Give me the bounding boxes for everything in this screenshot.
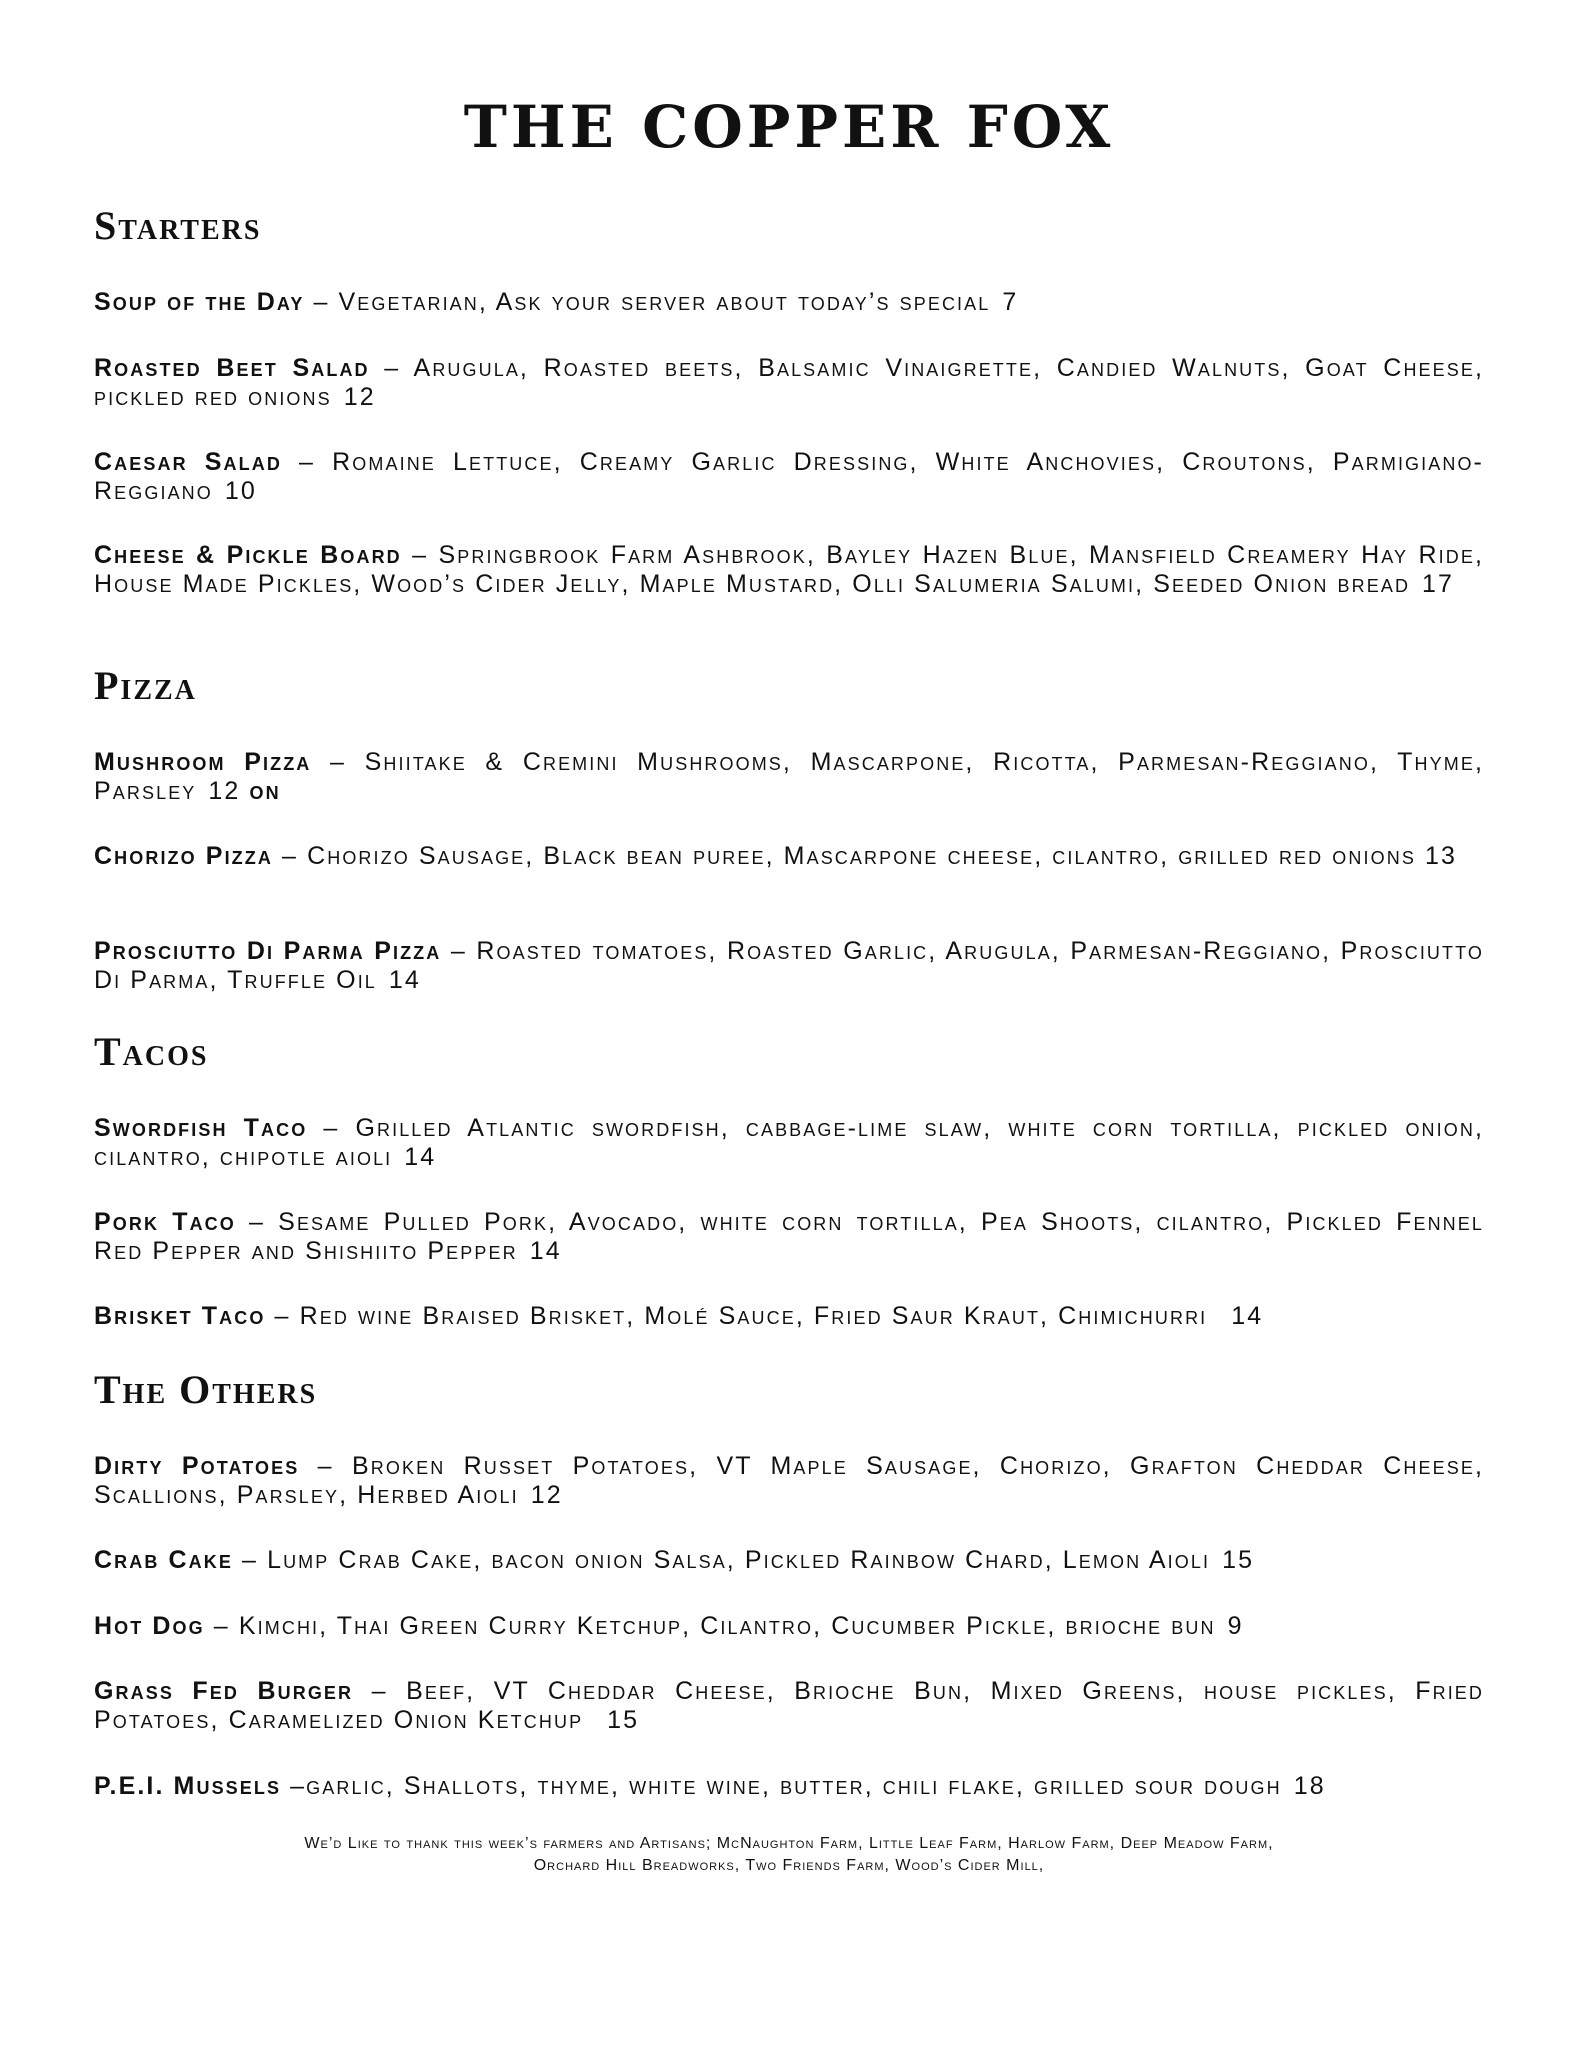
item-separator: –: [232, 1546, 268, 1574]
menu-item: [94, 288, 1484, 317]
menu-item: [94, 1208, 1484, 1266]
section-heading-starters: Starters: [94, 203, 262, 248]
item-separator: –: [307, 1114, 356, 1142]
item-price: 15: [1222, 1546, 1255, 1574]
farmers-thanks-footer: [94, 1833, 1484, 1877]
menu-item: [94, 1677, 1484, 1735]
item-price: 14: [404, 1143, 437, 1171]
item-description: Sesame Pulled Pork, Avocado, white corn tortilla, Pea Shoots, cilantro, Pickled Fennel Red Pepper and Shishiito Pepper: [94, 1208, 1484, 1265]
item-price: 17: [1422, 570, 1455, 598]
item-description: Springbrook Farm Ashbrook, Bayley Hazen Blue, Mansfield Creamery Hay Ride, House Made Pickles, Wood’s Cider Jelly, Maple Mustard, Olli Salumeria Salumi, Seeded Onion bread: [94, 541, 1484, 598]
item-separator: –: [281, 1772, 307, 1800]
menu-item: [94, 1114, 1484, 1172]
item-name: Caesar Salad: [94, 448, 282, 476]
restaurant-title: THE COPPER FOX: [463, 93, 1115, 161]
item-description: Red wine Braised Brisket, Molé Sauce, Fried Saur Kraut, Chimichurri: [299, 1302, 1208, 1330]
item-description: Beef, VT Cheddar Cheese, Brioche Bun, Mixed Greens, house pickles, Fried Potatoes, Caramelized Onion Ketchup: [94, 1677, 1484, 1734]
item-name: Swordfish Taco: [94, 1114, 308, 1142]
item-name: Dirty Potatoes: [94, 1452, 300, 1480]
item-name: Pork Taco: [94, 1208, 236, 1236]
item-name: Hot Dog: [94, 1612, 205, 1640]
item-name: Cheese & Pickle Board: [94, 541, 402, 569]
item-description: Romaine Lettuce, Creamy Garlic Dressing, White Anchovies, Croutons, Parmigiano-Reggiano: [94, 448, 1484, 505]
item-description: Kimchi, Thai Green Curry Ketchup, Cilantro, Cucumber Pickle, brioche bun: [238, 1612, 1216, 1640]
item-price: 12: [343, 383, 376, 411]
item-description: Shiitake & Cremini Mushrooms, Mascarpone, Ricotta, Parmesan-Reggiano, Thyme, Parsley: [94, 748, 1484, 805]
item-separator: –: [281, 448, 333, 476]
item-price-note: on: [249, 777, 281, 805]
footer-line-2: Orchard Hill Breadworks, Two Friends Farm, Wood’s Cider Mill,: [533, 1857, 1045, 1874]
section-heading-tacos: Tacos: [94, 1029, 209, 1074]
item-price: 13: [1424, 842, 1457, 870]
item-name: Prosciutto Di Parma Pizza: [94, 937, 442, 965]
item-price: 12: [208, 777, 241, 805]
section-heading-the-others: The Others: [94, 1367, 318, 1412]
item-description: Lump Crab Cake, bacon onion Salsa, Pickled Rainbow Chard, Lemon Aioli: [267, 1546, 1211, 1574]
item-description: Vegetarian, Ask your server about today’s special: [338, 288, 991, 316]
menu-item: [94, 1612, 1484, 1641]
item-name: Mushroom Pizza: [94, 748, 312, 776]
item-separator: –: [369, 354, 414, 382]
item-price: 12: [530, 1481, 563, 1509]
footer-line-1: We’d Like to thank this week’s farmers and Artisans; McNaughton Farm, Little Leaf Farm, Harlow Farm, Deep Meadow Farm,: [304, 1835, 1274, 1852]
item-price: 10: [224, 477, 257, 505]
item-name: Crab Cake: [94, 1546, 233, 1574]
menu-item: [94, 448, 1484, 506]
item-description: Broken Russet Potatoes, VT Maple Sausage, Chorizo, Grafton Cheddar Cheese, Scallions, Parsley, Herbed Aioli: [94, 1452, 1484, 1509]
item-description: Arugula, Roasted beets, Balsamic Vinaigrette, Candied Walnuts, Goat Cheese, pickled red onions: [94, 354, 1485, 411]
item-description: Roasted tomatoes, Roasted Garlic, Arugula, Parmesan-Reggiano, Prosciutto Di Parma, Truffle Oil: [94, 937, 1484, 994]
menu-item: [94, 1546, 1484, 1575]
item-separator: –: [311, 748, 365, 776]
item-name: P.E.I. Mussels: [94, 1772, 282, 1800]
item-separator: –: [299, 1452, 353, 1480]
item-separator: –: [272, 842, 308, 870]
item-separator: –: [304, 288, 339, 316]
item-price: 7: [1002, 288, 1019, 316]
item-price: 9: [1227, 1612, 1244, 1640]
item-separator: –: [441, 937, 477, 965]
section-heading-pizza: Pizza: [94, 663, 197, 708]
item-description: garlic, Shallots, thyme, white wine, butter, chili flake, grilled sour dough: [306, 1772, 1282, 1800]
item-name: Grass Fed Burger: [94, 1677, 354, 1705]
item-separator: –: [235, 1208, 279, 1236]
item-separator: –: [401, 541, 439, 569]
item-separator: –: [265, 1302, 300, 1330]
item-price: 15: [607, 1706, 640, 1734]
item-name: Soup of the Day: [94, 288, 305, 316]
item-separator: –: [353, 1677, 407, 1705]
item-price: 14: [529, 1237, 562, 1265]
menu-item: [94, 842, 1484, 871]
menu-item: [94, 1302, 1484, 1331]
menu-item: [94, 937, 1484, 995]
item-price: 18: [1293, 1772, 1326, 1800]
item-name: Chorizo Pizza: [94, 842, 273, 870]
menu-item: [94, 748, 1484, 806]
item-separator: –: [204, 1612, 239, 1640]
item-name: Brisket Taco: [94, 1302, 266, 1330]
menu-item: [94, 541, 1484, 599]
menu-item: [94, 1452, 1484, 1510]
item-description: Grilled Atlantic swordfish, cabbage-lime slaw, white corn tortilla, pickled onion, cilantro, chipotle aioli: [94, 1114, 1484, 1171]
item-name: Roasted Beet Salad: [94, 354, 370, 382]
item-price: 14: [1231, 1302, 1264, 1330]
menu-item: [94, 1772, 1484, 1801]
item-description: Chorizo Sausage, Black bean puree, Mascarpone cheese, cilantro, grilled red onions: [307, 842, 1416, 870]
menu-item: [94, 354, 1484, 412]
item-price: 14: [388, 966, 421, 994]
